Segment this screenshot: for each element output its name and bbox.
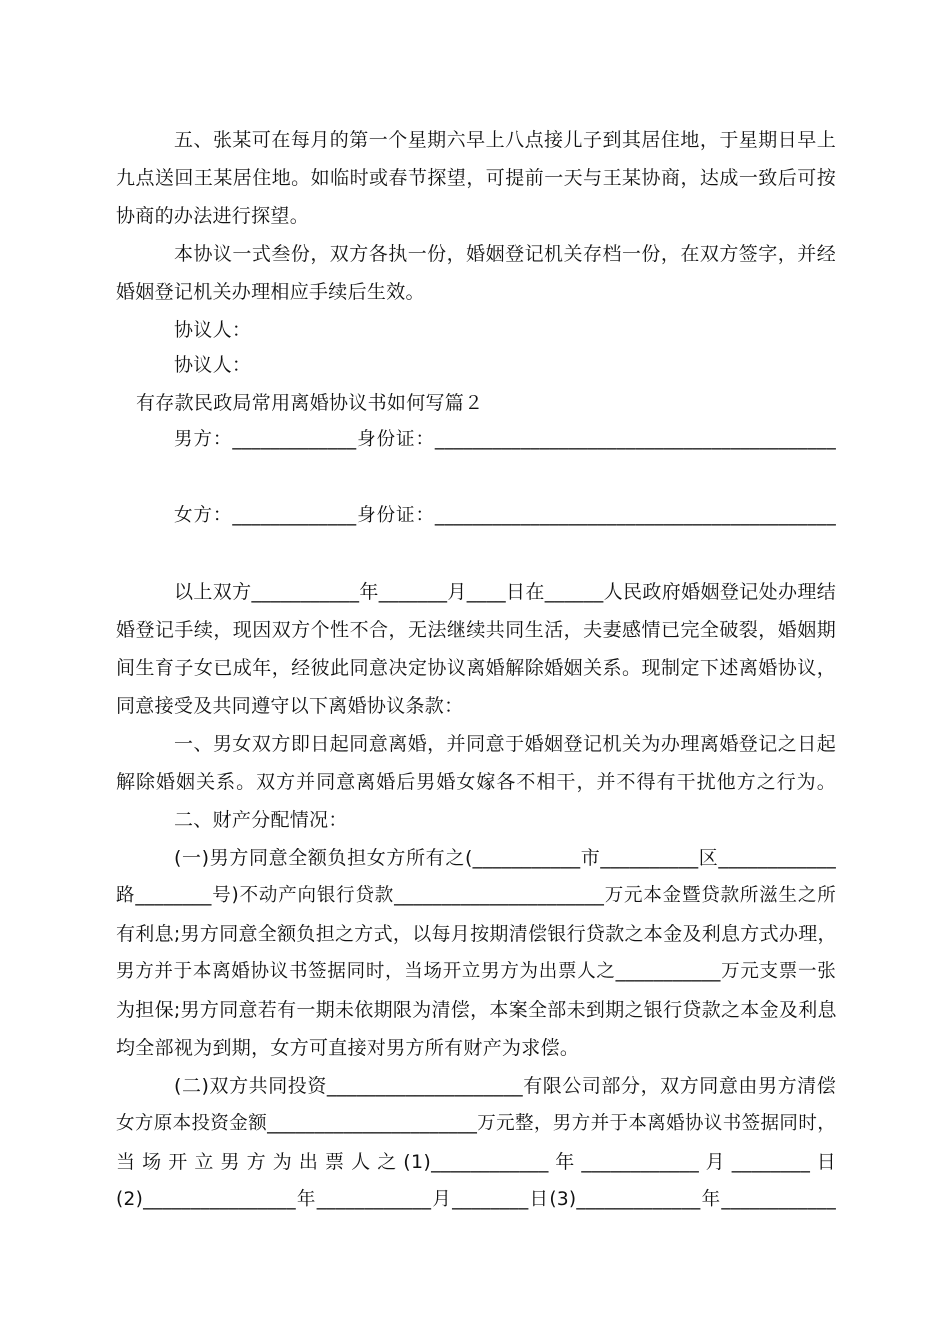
clause-2-1-line-3: 有利息;男方同意全额负担之方式，以每月按期清偿银行贷款之本金及利息方式办理，	[116, 923, 837, 945]
para-intro-line-1: 以上双方___________年_______月____日在______人民政府婚姻登记处办理结	[174, 581, 836, 603]
para-visitation-line-2: 九点送回王某居住地。如临时或春节探望，可提前一天与王某协商，达成一致后可按	[116, 167, 836, 189]
signatory-2: 协议人：	[174, 354, 252, 376]
clause-2-1-line-2: 路________号)不动产向银行贷款______________________万元本金暨贷款所滋生之所	[116, 885, 836, 906]
clause-2-2-line-3: 当 场 开 立 男 方 为 出 票 人 之 (1)____________ 年 ____________ 月 ________ 日	[116, 1151, 836, 1173]
clause-2-1-line-6: 均全部视为到期，女方可直接对男方所有财产为求偿。	[116, 1037, 580, 1059]
para-copies-line-1: 本协议一式叁份，双方各执一份，婚姻登记机关存档一份，在双方签字，并经	[174, 243, 836, 265]
clause-2-1-line-1: (一)男方同意全额负担女方所有之(___________市__________区____________	[174, 847, 836, 869]
female-party-line: 女方：_____________身份证：__________________________________________	[174, 505, 836, 526]
clause-2-heading: 二、财产分配情况：	[174, 809, 348, 831]
clause-2-1-line-5: 为担保;男方同意若有一期未依期限为清偿，本案全部未到期之银行贷款之本金及利息	[116, 999, 837, 1021]
clause-1-line-1: 一、男女双方即日起同意离婚，并同意于婚姻登记机关为办理离婚登记之日起	[174, 733, 836, 755]
para-visitation-line-3: 协商的办法进行探望。	[116, 205, 310, 227]
clause-2-2-line-1: (二)双方共同投资____________________有限公司部分，双方同意由男方清偿	[174, 1075, 836, 1097]
clause-2-2-line-4: (2)________________年____________月________日(3)_____________年____________	[116, 1189, 836, 1210]
para-intro-line-3: 间生育子女已成年，经彼此同意决定协议离婚解除婚姻关系。现制定下述离婚协议，	[116, 657, 836, 679]
clause-1-line-2: 解除婚姻关系。双方并同意离婚后男婚女嫁各不相干，并不得有干扰他方之行为。	[116, 771, 836, 793]
clause-2-2-line-2: 女方原本投资金额______________________万元整，男方并于本离婚协议书签据同时，	[116, 1113, 836, 1134]
para-intro-line-2: 婚登记手续，现因双方个性不合，无法继续共同生活，夫妻感情已完全破裂，婚姻期	[116, 619, 836, 641]
clause-2-1-line-4: 男方并于本离婚协议书签据同时，当场开立男方为出票人之___________万元支票一张	[116, 961, 836, 982]
para-copies-line-2: 婚姻登记机关办理相应手续后生效。	[116, 281, 425, 303]
para-visitation-line-1: 五、张某可在每月的第一个星期六早上八点接儿子到其居住地，于星期日早上	[174, 129, 836, 151]
signatory-1: 协议人：	[174, 319, 252, 341]
male-party-line: 男方：_____________身份证：__________________________________________	[174, 429, 836, 450]
section-heading: 有存款民政局常用离婚协议书如何写篇２	[136, 392, 484, 414]
para-intro-line-4: 同意接受及共同遵守以下离婚协议条款：	[116, 695, 464, 717]
